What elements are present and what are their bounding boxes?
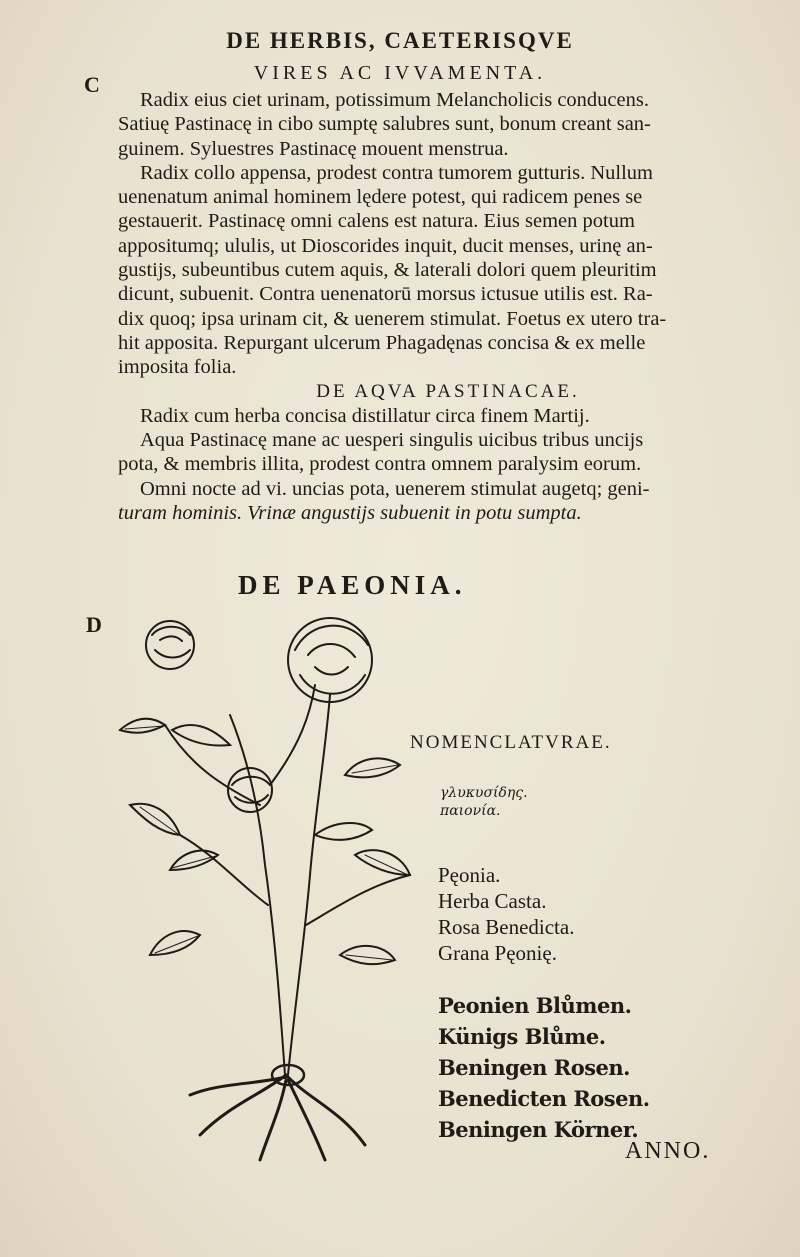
- catchword: ANNO.: [625, 1138, 711, 1164]
- peony-woodcut-illustration: [110, 605, 430, 1165]
- text-line: Aqua Pastinacę mane ac uesperi singulis uicibus tribus uncijs: [140, 429, 644, 452]
- text-line: imposita folia.: [118, 356, 237, 379]
- text-line: Radix eius ciet urinam, potissimum Melancholicis conducens.: [140, 89, 649, 111]
- text-line: gestauerit. Pastinacę omni calens est natura. Eius semen potum: [118, 210, 635, 233]
- latin-name: Rosa Benedicta.: [438, 915, 575, 939]
- latin-names: [438, 862, 574, 966]
- text-line: guinem. Syluestres Pastinacę mouent menstrua.: [118, 137, 509, 160]
- greek-name: παιονία.: [440, 803, 501, 819]
- latin-name: Pęonia.: [438, 863, 501, 887]
- nomenclature-heading: NOMENCLATVRAE.: [410, 732, 612, 753]
- text-line: uenenatum animal hominem lędere potest, qui radicem penes se: [118, 186, 643, 209]
- text-line: turam hominis. Vrinæ angustijs subuenit in potu sumpta.: [118, 502, 582, 525]
- text-line: gustijs, subeuntibus cutem aquis, & laterali dolori quem pleuritim: [118, 259, 657, 282]
- chapter-title: DE PAEONIA.: [238, 570, 467, 600]
- margin-marker-d: D: [86, 612, 102, 637]
- latin-name: Herba Casta.: [438, 889, 547, 913]
- german-names: [438, 990, 650, 1145]
- text-line: Omni nocte ad vi. uncias pota, uenerem stimulat augetq; geni-: [140, 477, 650, 500]
- text-line: dix quoq; ipsa urinam cit, & uenerem stimulat. Foetus ex utero tra-: [118, 307, 667, 330]
- text-line: hit apposita. Repurgant ulcerum Phagadęnas concisa & ex melle: [118, 331, 646, 354]
- greek-name: γλυκυσίδης.: [440, 785, 528, 801]
- text-line: dicunt, subuenit. Contra uenenatorū morsus ictusue utilis est. Ra-: [118, 283, 653, 306]
- margin-marker-c: C: [84, 72, 100, 97]
- latin-name: Grana Pęonię.: [438, 941, 557, 965]
- body-text: [118, 88, 738, 525]
- text-line: Radix cum herba concisa distillatur circa finem Martij.: [140, 404, 590, 427]
- german-name: Künigs Blůme.: [438, 1024, 606, 1049]
- text-line: Satiuę Pastinacę in cibo sumptę salubres sunt, bonum creant san-: [118, 113, 651, 136]
- german-name: Benedicten Rosen.: [438, 1086, 650, 1111]
- section-title: DE AQVA PASTINACAE.: [316, 380, 580, 402]
- german-name: Beningen Rosen.: [438, 1055, 630, 1080]
- text-line: Radix collo appensa, prodest contra tumorem gutturis. Nullum: [140, 161, 653, 184]
- page-header: DE HERBIS, CAETERISQVE: [226, 28, 574, 53]
- german-name: Beningen Körner.: [438, 1117, 639, 1142]
- text-line: pota, & membris illita, prodest contra omnem paralysim eorum.: [118, 453, 642, 476]
- greek-names: [440, 784, 528, 820]
- german-name: Peonien Blůmen.: [438, 993, 632, 1018]
- text-line: appositumq; ululis, ut Dioscorides inquit, ducit menses, urinę an-: [118, 234, 653, 257]
- page-subheader: VIRES AC IVVAMENTA.: [253, 62, 547, 84]
